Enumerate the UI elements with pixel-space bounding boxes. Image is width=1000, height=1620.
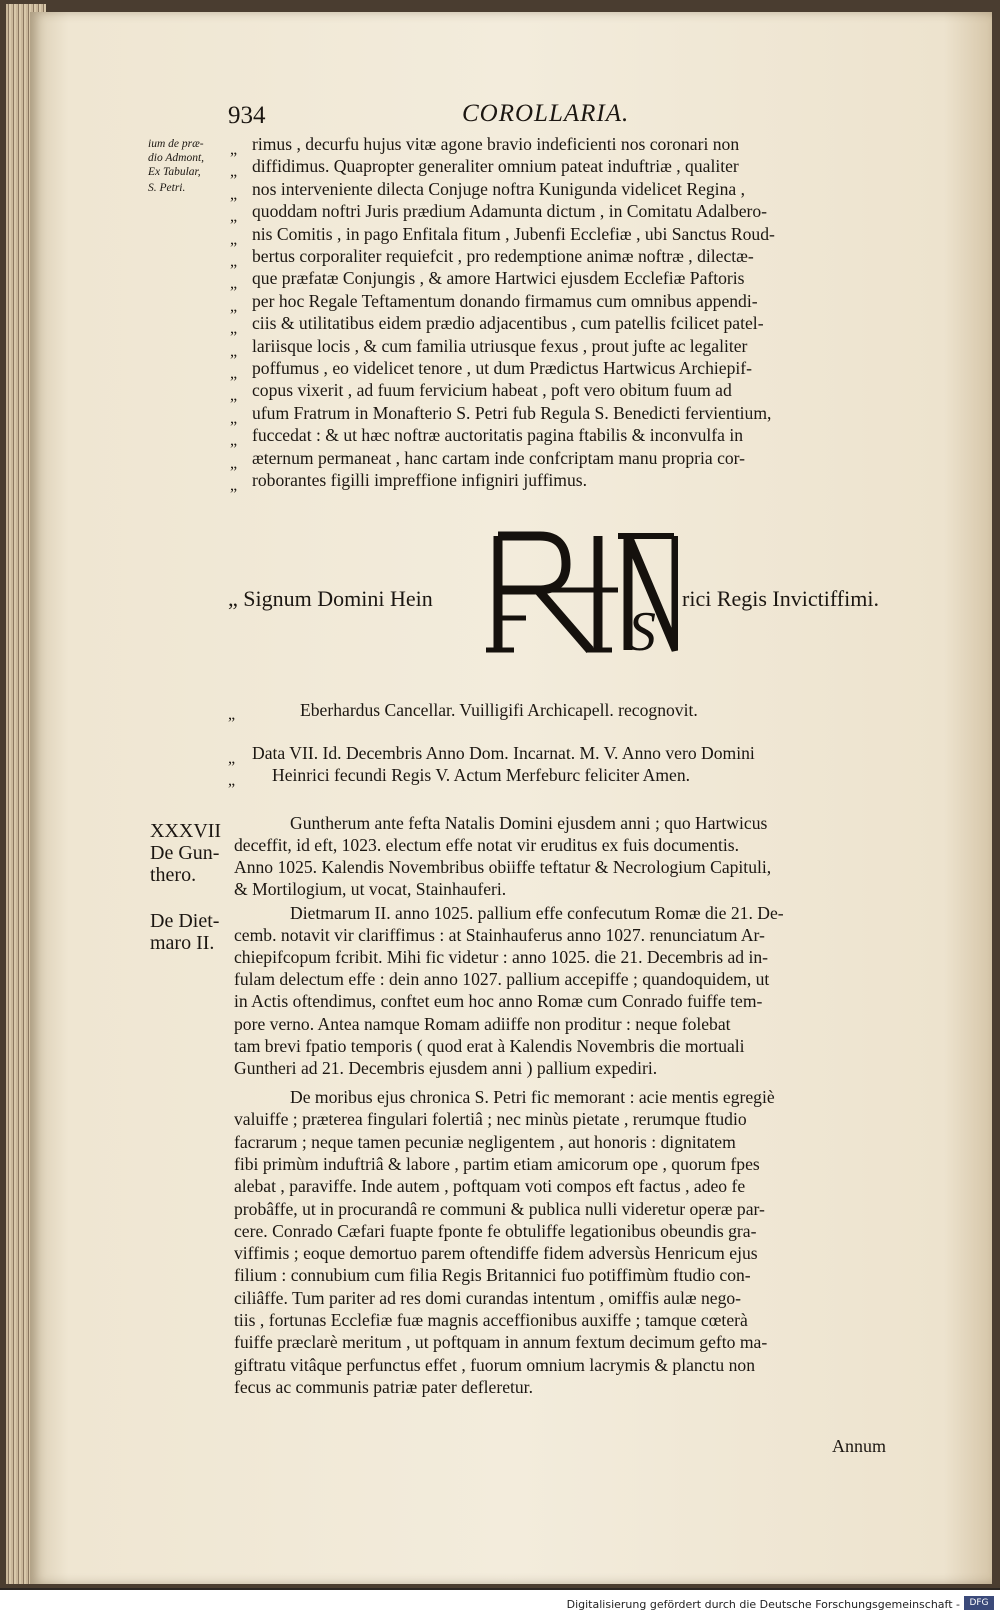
charter-line: nos interveniente dilecta Conjuge noftra Kunigunda videlicet Regina , (252, 178, 745, 199)
body-line: tam brevi fpatio temporis ( quod erat à Kalendis Novembris die mortuali (234, 1035, 745, 1056)
body-line: fulam delectum effe : dein anno 1027. pallium accepiffe ; quandoquidem, ut (234, 969, 770, 990)
charter-line: fuccedat : & ut hæc noftræ auctoritatis pagina ftabilis & inconvulfa in (252, 425, 744, 446)
body-line: filium : connubium cum filia Regis Britannici fuo potiffimùm ftudio con- (234, 1265, 751, 1286)
charter-line: rimus , decurfu hujus vitæ agone bravio indeficienti nos coronari non (252, 134, 740, 154)
body-line: pore verno. Antea namque Romam adiiffe non proditur : neque folebat (234, 1013, 731, 1034)
charter-line: roborantes figilli impreffione infigniri juffimus. (252, 470, 588, 490)
section-heading-line: maro II. (150, 932, 215, 954)
digitization-footer (0, 1590, 1000, 1620)
charter-line: lariisque locis , & cum familia utriusque fexus , prout jufte ac legaliter (252, 335, 748, 356)
quote-mark: „ (230, 253, 238, 270)
margin-note-line: S. Petri. (148, 182, 186, 194)
charter-line: æternum permaneat , hanc cartam inde confcriptam manu propria cor- (252, 447, 746, 468)
body-line: Anno 1025. Kalendis Novembribus obiiffe teftatur & Necrologium Capituli, (234, 857, 772, 877)
quote-mark: „ (230, 365, 238, 382)
body-line: De moribus ejus chronica S. Petri fic memorant : acie mentis egregiè (290, 1087, 775, 1107)
body-line: & Mortilogium, ut vocat, Stainhauferi. (234, 879, 507, 899)
quote-mark: „ (228, 750, 236, 767)
charter-line: ufum Fratrum in Monafterio S. Petri fub Regula S. Benedicti fervientium, (252, 402, 772, 423)
data-line: Heinrici fecundi Regis V. Actum Merfeburc feliciter Amen. (272, 765, 691, 785)
quote-mark: „ (230, 275, 238, 293)
section-heading-line: De Diet- (150, 910, 220, 932)
quote-mark: „ (230, 409, 238, 427)
body-line: facrarum ; neque tamen pecuniæ negligentem , aut honoris : dignitatem (234, 1131, 736, 1152)
body-line: ciliâffe. Tum pariter ad res domi curandas intentum , omiffis aulæ nego- (234, 1287, 742, 1308)
section-heading-line: thero. (150, 864, 197, 886)
quote-mark: „ (230, 454, 238, 472)
quote-mark: „ (228, 772, 236, 789)
royal-monogram (478, 528, 678, 658)
quote-mark: „ (230, 185, 238, 203)
signum-left: „ Signum Domini Hein (228, 586, 433, 611)
body-line: alebat , paraviffe. Inde autem , poftquam voti compos eft factus , adeo fe (234, 1176, 746, 1197)
quote-mark: „ (228, 706, 236, 723)
data-line: Data VII. Id. Decembris Anno Dom. Incarnat. M. V. Anno vero Domini (252, 743, 755, 763)
body-line: cere. Conrado Cæfari fuapte fponte fe obtuliffe legationibus obeundis gra- (234, 1220, 757, 1241)
quote-mark: „ (230, 387, 238, 405)
body-line: probâffe, ut in procurandâ re communi & publica nulli videretur operæ par- (234, 1198, 765, 1219)
body-line: Dietmarum II. anno 1025. pallium effe confecutum Romæ die 21. De- (290, 903, 784, 923)
signum-right: rici Regis Invictiffimi. (682, 586, 879, 611)
section-number: XXXVII (150, 820, 222, 842)
margin-note-line: ium de præ- (148, 138, 204, 150)
footer-credit: Digitalisierung gefördert durch die Deutsche Forschungsgemeinschaft - (566, 1598, 960, 1611)
section-heading-line: De Gun- (150, 842, 220, 864)
body-line: cemb. notavit vir clariffimus : at Stainhauferus anno 1027. renunciatum Ar- (234, 925, 765, 946)
charter-line: que præfatæ Conjungis , & amore Hartwici ejusdem Ecclefiæ Paftoris (252, 268, 745, 289)
quote-mark: „ (230, 297, 238, 315)
body-line: chiepifcopum fcribit. Mihi fic videtur : anno 1025. die 21. Decembris ad in- (234, 947, 769, 968)
body-line: valuiffe ; præterea fingulari folertiâ ; nec minùs pietate , rerumque ftudio (234, 1109, 747, 1130)
quote-mark: „ (230, 230, 238, 248)
charter-line: poffumus , eo videlicet tenore , ut dum Prædictus Hartwicus Archiepif- (252, 358, 753, 378)
quote-mark: „ (230, 477, 238, 494)
running-title: COROLLARIA. (462, 100, 630, 127)
quote-mark: „ (230, 163, 238, 181)
charter-line: ciis & utilitatibus eidem prædio adjacentibus , cum patellis fcilicet patel- (252, 313, 764, 334)
margin-note-line: dio Admont, (148, 152, 205, 164)
body-line: Guntheri ad 21. Decembris ejusdem anni ) pallium expediri. (234, 1057, 658, 1078)
quote-mark: „ (230, 320, 238, 338)
charter-line: diffidimus. Quapropter generaliter omnium pateat induftriæ , qualiter (252, 156, 739, 177)
quote-mark: „ (230, 208, 238, 226)
body-line: Guntherum ante fefta Natalis Domini ejusdem anni ; quo Hartwicus (290, 813, 768, 833)
page-number: 934 (228, 102, 266, 129)
quote-mark: „ (230, 432, 238, 450)
svg-text:S: S (628, 601, 656, 658)
quote-mark: „ (230, 342, 238, 360)
margin-note-line: Ex Tabular, (148, 166, 201, 178)
body-line: deceffit, id eft, 1023. electum effe notat vir eruditus ex fuis documentis. (234, 835, 740, 855)
body-line: in Actis oftendimus, conftet eum hoc anno Romæ cum Conrado fuiffe tem- (234, 991, 763, 1012)
charter-line: copus vixerit , ad fuum fervicium habeat , poft vero obitum fuum ad (252, 380, 732, 401)
body-line: fecus ac communis patriæ pater defleretur. (234, 1376, 533, 1397)
quote-mark: „ (230, 141, 238, 158)
charter-line: per hoc Regale Teftamentum donando firmamus cum omnibus appendi- (252, 290, 758, 311)
recognition-line: Eberhardus Cancellar. Vuilligifi Archicapell. recognovit. (300, 700, 698, 720)
body-line: fuiffe præclarè meritum , ut poftquam in annum fextum decimum gefto ma- (234, 1332, 768, 1353)
charter-line: bertus corporaliter requiefcit , pro redemptione animæ noftræ , dilectæ- (252, 246, 754, 266)
body-line: tiis , fortunas Ecclefiæ fuæ magnis acceffionibus auxiffe ; tamque cœterà (234, 1310, 748, 1330)
body-line: giftratu vitâque perfunctus effet , fuorum omnium lacrymis & planctu non (234, 1354, 755, 1375)
dfg-logo: DFG (964, 1596, 994, 1610)
body-line: viffimis ; eoque demortuo parem oftendiffe fidem adversùs Henricum ejus (234, 1243, 758, 1264)
catchword: Annum (832, 1436, 886, 1456)
body-line: fibi primùm induftriâ & labore , partim etiam amicorum ope , quorum fpes (234, 1153, 760, 1174)
charter-line: nis Comitis , in pago Enfitala fitum , Jubenfi Ecclefiæ , ubi Sanctus Roud- (252, 223, 775, 244)
charter-line: quoddam noftri Juris prædium Adamunta dictum , in Comitatu Adalbero- (252, 201, 768, 222)
